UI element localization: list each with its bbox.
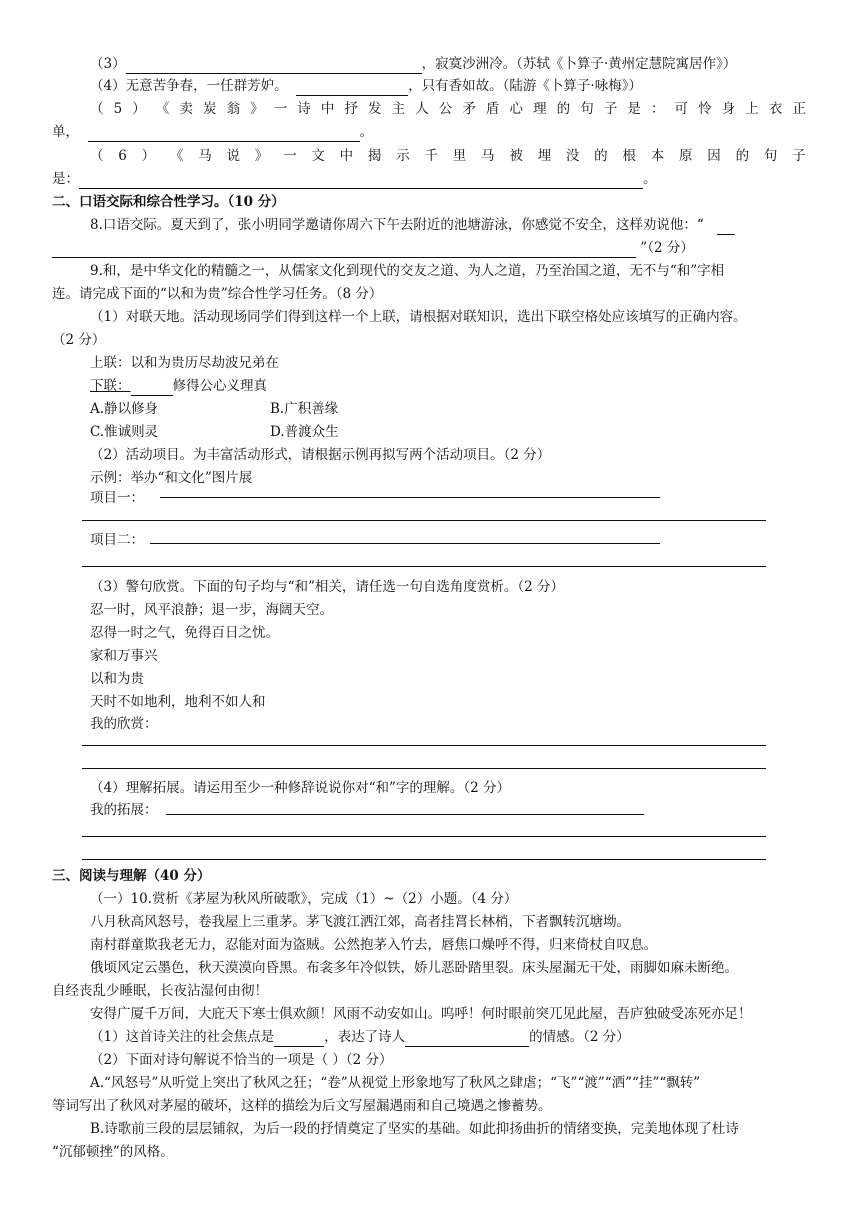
option-d[interactable]: D.普渡众生 — [270, 424, 339, 440]
justified-char: 人 — [415, 101, 429, 117]
justified-char: 抒 — [344, 101, 358, 117]
poem-stanza-3b: 自经丧乱少睡眠，长夜沾湿何由彻！ — [52, 983, 268, 999]
justified-char: ： — [650, 101, 665, 117]
justified-char: 盾 — [485, 101, 500, 117]
appreciation-line-2[interactable] — [82, 768, 766, 769]
justified-char: 文 — [311, 148, 325, 164]
q8-prompt: 8.口语交际。夏天到了，张小明同学邀请你周六下午去附近的池塘游泳，你感觉不安全，这样劝说他：“ — [82, 215, 766, 235]
blank-q8[interactable] — [52, 242, 636, 258]
justified-char: 马 — [198, 148, 212, 164]
justified-char: 《 — [169, 148, 184, 164]
poem-q6-line2: 是： 。 — [52, 171, 657, 187]
justified-char: 上 — [745, 101, 759, 117]
q9-intro-1: 9.和，是中华文化的精髓之一，从儒家文化到现代的交友之道、为人之道，乃至治国之道，无不与“和”字相 — [90, 263, 725, 279]
blank-q10-1b[interactable] — [405, 1031, 529, 1047]
option-b[interactable]: B.广积善缘 — [270, 401, 339, 417]
option-c[interactable]: C.惟诚则灵 — [90, 424, 159, 440]
q10-1-prompt: （1）这首诗关注的社会焦点是 ，表达了诗人 的情感。（2 分） — [90, 1029, 630, 1045]
poem-stanza-4: 安得广厦千万间，大庇天下寒士俱欢颜！风雨不动安如山。呜呼！何时眼前突兀见此屋，吾庐独破受冻死亦足！ — [90, 1006, 752, 1022]
justified-char: 《 — [155, 101, 170, 117]
item-one-line[interactable] — [160, 497, 660, 498]
justified-char: 没 — [565, 148, 580, 164]
justified-char: 原 — [679, 148, 693, 164]
justified-char: 千 — [424, 148, 438, 164]
expand-line-2[interactable] — [82, 836, 766, 837]
justified-char: 》 — [250, 101, 264, 117]
options-row-1 — [82, 399, 766, 419]
saying-4: 以和为贵 — [90, 671, 144, 687]
justified-char: 怜 — [698, 101, 712, 117]
justified-char: 中 — [320, 101, 335, 117]
justified-char: 矛 — [462, 101, 476, 117]
appreciation-label: 我的欣赏： — [90, 716, 158, 732]
blank-q4[interactable] — [296, 80, 408, 96]
item-two-label: 项目二： — [90, 532, 144, 548]
saying-2: 忍得一时之气，免得百日之忧。 — [90, 625, 279, 641]
justified-char: 本 — [650, 148, 665, 164]
saying-1: 忍一时，风平浪静；退一步，海阔天空。 — [90, 602, 333, 618]
appreciation-line-1[interactable] — [82, 745, 766, 746]
justified-char: 的 — [556, 101, 571, 117]
justified-char: 主 — [391, 101, 406, 117]
justified-char: 中 — [339, 148, 354, 164]
justified-char: 子 — [603, 101, 618, 117]
blank-q6[interactable] — [79, 173, 643, 189]
item-two-line[interactable] — [150, 543, 660, 544]
option-b-line-2: “沉郁顿挫”的风格。 — [52, 1144, 174, 1160]
section-2-title: 二、口语交际和综合性学习。（10 分） — [52, 194, 285, 210]
justified-char: 翁 — [226, 101, 241, 117]
item-two-line-2[interactable] — [82, 566, 766, 567]
option-a-line-1: A.“风怒号”从听觉上突出了秋风之狂；“卷”从视觉上形象地写了秋风之肆虐；“飞”“渡”“洒”“挂”“飘转” — [90, 1075, 701, 1091]
poem-q4: （4）无意苦争春，一任群芳妒。 ，只有香如故。（陆游《卜算子·咏梅》） — [90, 78, 642, 94]
poem-q5-line2: 单， 。 — [52, 124, 374, 140]
justified-char: 》 — [254, 148, 269, 164]
poem-q5-line1 — [90, 99, 806, 119]
justified-char: 埋 — [537, 148, 552, 164]
justified-char: 揭 — [367, 148, 382, 164]
blank-couplet[interactable] — [131, 380, 173, 396]
q10-prompt: （一）10.赏析《茅屋为秋风所破歌》，完成（1）~（2）小题。（4 分） — [90, 891, 518, 907]
justified-char: 心 — [509, 101, 523, 117]
justified-char: （ — [90, 148, 104, 164]
q9-1-score: （2 分） — [52, 332, 106, 348]
justified-char: 马 — [481, 148, 495, 164]
option-a[interactable]: A.静以修身 — [90, 401, 159, 417]
q9-2-example: 示例：举办“和文化”图片展 — [90, 470, 253, 486]
q10-2-prompt: （2）下面对诗句解说不恰当的一项是（ ）（2 分） — [90, 1052, 393, 1068]
blank-q5[interactable] — [88, 126, 360, 142]
q9-1-prompt: （1）对联天地。活动现场同学们得到这样一个上联，请根据对联知识，选出下联空格处应该填写的正确内容。 — [90, 309, 747, 325]
justified-char: 诗 — [297, 101, 311, 117]
item-one-line-2[interactable] — [82, 520, 766, 521]
justified-char: 一 — [273, 101, 288, 117]
saying-3: 家和万事兴 — [90, 648, 158, 664]
justified-char: 根 — [622, 148, 636, 164]
justified-char: 是 — [627, 101, 641, 117]
justified-char: 理 — [533, 101, 547, 117]
justified-char: 卖 — [179, 101, 193, 117]
q9-3-prompt: （3）警句欣赏。下面的句子均与“和”相关，请任选一句自选角度赏析。（2 分） — [90, 579, 565, 595]
justified-char: 5 — [113, 101, 123, 117]
justified-char: 公 — [438, 101, 453, 117]
justified-char: 发 — [368, 101, 382, 117]
justified-char: 子 — [792, 148, 806, 164]
justified-char: 6 — [118, 148, 127, 164]
poem-stanza-3a: 俄顷风定云墨色，秋天漠漠向昏黑。布衾多年冷似铁，娇儿恶卧踏里裂。床头屋漏无干处，雨脚如麻未断绝。 — [90, 960, 738, 976]
q9-intro-2: 连。请完成下面的“以和为贵”综合性学习任务。（8 分） — [52, 286, 383, 302]
justified-char: 说 — [226, 148, 240, 164]
couplet-lower: 下联： 修得公心义理真 — [90, 378, 267, 394]
item-one-label: 项目一： — [90, 490, 144, 506]
poem-q6-line1 — [90, 146, 806, 166]
blank-q10-1a[interactable] — [274, 1031, 324, 1047]
justified-char: 的 — [594, 148, 608, 164]
poem-q3: （3） ，寂寞沙洲冷。（苏轼《卜算子·黄州定慧院寓居作》） — [90, 56, 737, 72]
section-3-title: 三、阅读与理解（40 分） — [52, 868, 211, 884]
justified-char: 衣 — [768, 101, 783, 117]
q9-2-prompt: （2）活动项目。为丰富活动形式，请根据示例再拟写两个活动项目。（2 分） — [90, 447, 551, 463]
justified-char: ） — [141, 148, 156, 164]
justified-char: 炭 — [202, 101, 217, 117]
q8-answer-line: ”（2 分） — [52, 238, 766, 258]
justified-char: （ — [90, 101, 104, 117]
justified-char: 正 — [792, 101, 806, 117]
justified-char: 一 — [283, 148, 297, 164]
justified-char: 因 — [707, 148, 721, 164]
expand-line-3[interactable] — [82, 859, 766, 860]
justified-char: 里 — [452, 148, 467, 164]
justified-char: 的 — [735, 148, 750, 164]
saying-5: 天时不如地利，地利不如人和 — [90, 694, 266, 710]
justified-char: 句 — [580, 101, 594, 117]
poem-stanza-2: 南村群童欺我老无力，忍能对面为盗贼。公然抱茅入竹去，唇焦口燥呼不得，归来倚杖自叹息。 — [90, 937, 657, 953]
expand-label: 我的拓展： — [90, 802, 158, 818]
option-a-line-2: 等词写出了秋风对茅屋的破坏，这样的描绘为后文写屋漏遇雨和自己境遇之惨蓄势。 — [52, 1098, 552, 1114]
option-b-line-1: B.诗歌前三段的层层铺叙，为后一段的抒情奠定了坚实的基础。如此抑扬曲折的情绪变换，完美地体现了杜诗 — [90, 1121, 739, 1137]
couplet-upper: 上联：以和为贵历尽劫波兄弟在 — [90, 355, 279, 371]
justified-char: 示 — [396, 148, 410, 164]
justified-char: ） — [132, 101, 146, 117]
options-row-2 — [82, 422, 766, 442]
q9-4-prompt: （4）理解拓展。请运用至少一种修辞说说你对“和”字的理解。（2 分） — [90, 780, 511, 796]
poem-stanza-1: 八月秋高风怒号，卷我屋上三重茅。茅飞渡江洒江郊，高者挂罥长林梢，下者飘转沉塘坳。 — [90, 914, 630, 930]
justified-char: 可 — [674, 101, 689, 117]
justified-char: 身 — [721, 101, 736, 117]
justified-char: 句 — [763, 148, 778, 164]
expand-line-1[interactable] — [166, 814, 644, 815]
justified-char: 被 — [509, 148, 523, 164]
blank-q3[interactable] — [126, 58, 422, 74]
